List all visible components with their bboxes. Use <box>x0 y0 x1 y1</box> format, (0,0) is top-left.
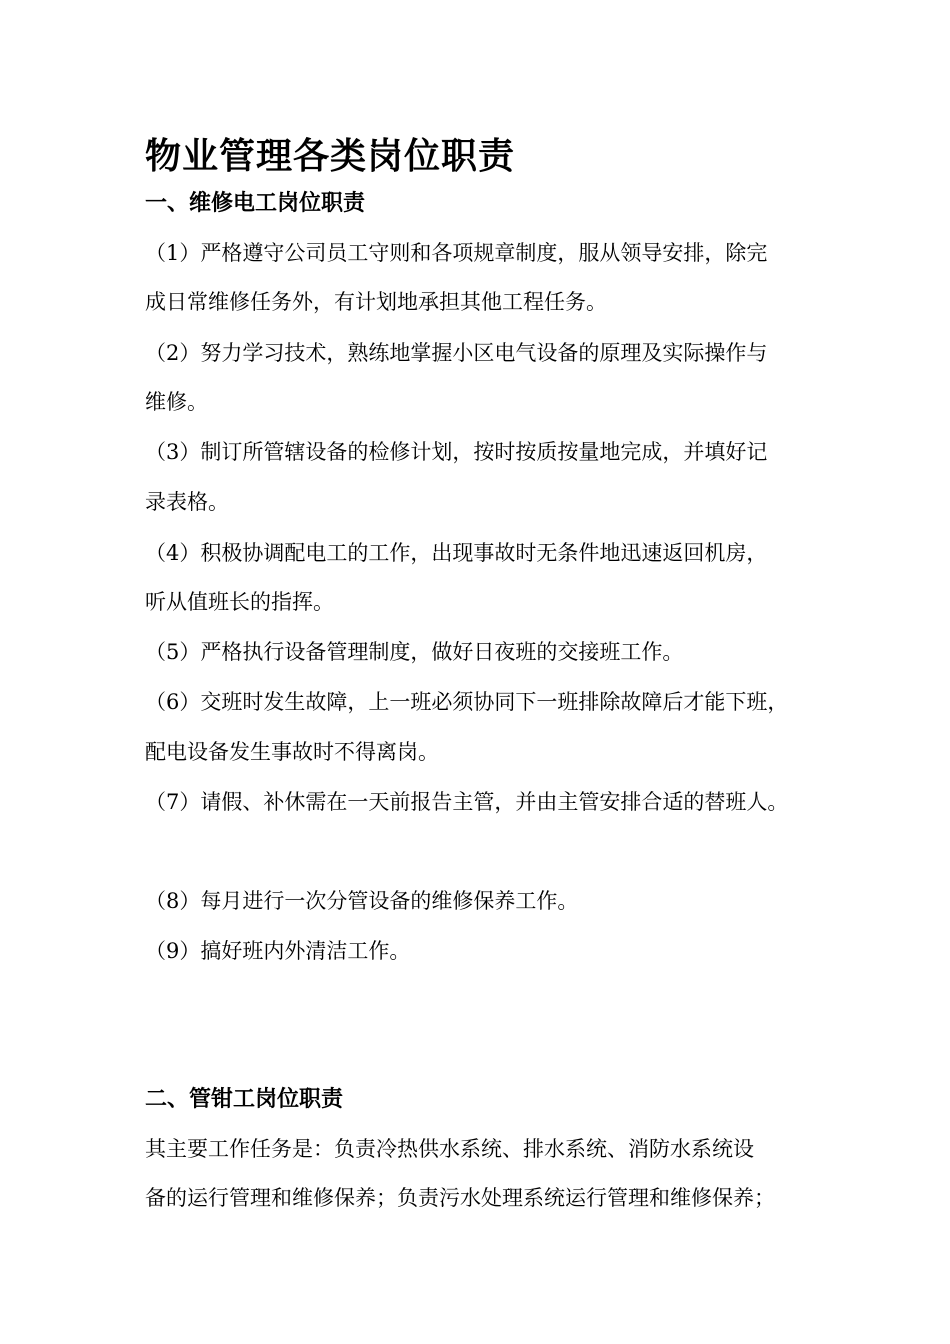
paragraph-line: 配电设备发生事故时不得离岗。 <box>145 740 439 764</box>
section-heading-plumber: 二、管钳工岗位职责 <box>145 1086 344 1112</box>
section-heading-electrician: 一、维修电工岗位职责 <box>145 190 366 216</box>
paragraph-line: 维修。 <box>145 390 208 414</box>
paragraph-line: 录表格。 <box>145 490 229 514</box>
paragraph-line: （9）搞好班内外清洁工作。 <box>145 939 411 963</box>
paragraph-line: （7）请假、补休需在一天前报告主管，并由主管安排合适的替班人。 <box>145 790 789 814</box>
paragraph-line: 成日常维修任务外，有计划地承担其他工程任务。 <box>145 290 607 314</box>
paragraph-line: （1）严格遵守公司员工守则和各项规章制度，服从领导安排，除完 <box>145 241 768 265</box>
paragraph-line: 其主要工作任务是：负责冷热供水系统、排水系统、消防水系统设 <box>145 1137 754 1161</box>
paragraph-line: 听从值班长的指挥。 <box>145 590 334 614</box>
paragraph-line: （8）每月进行一次分管设备的维修保养工作。 <box>145 889 579 913</box>
document-title: 物业管理各类岗位职责 <box>145 135 516 177</box>
paragraph-line: 备的运行管理和维修保养；负责污水处理系统运行管理和维修保养； <box>145 1186 775 1210</box>
paragraph-line: （3）制订所管辖设备的检修计划，按时按质按量地完成，并填好记 <box>145 440 768 464</box>
paragraph-line: （5）严格执行设备管理制度，做好日夜班的交接班工作。 <box>145 640 684 664</box>
paragraph-line: （2）努力学习技术，熟练地掌握小区电气设备的原理及实际操作与 <box>145 341 768 365</box>
paragraph-line: （4）积极协调配电工的工作，出现事故时无条件地迅速返回机房， <box>145 541 768 565</box>
paragraph-line: （6）交班时发生故障，上一班必须协同下一班排除故障后才能下班， <box>145 690 789 714</box>
